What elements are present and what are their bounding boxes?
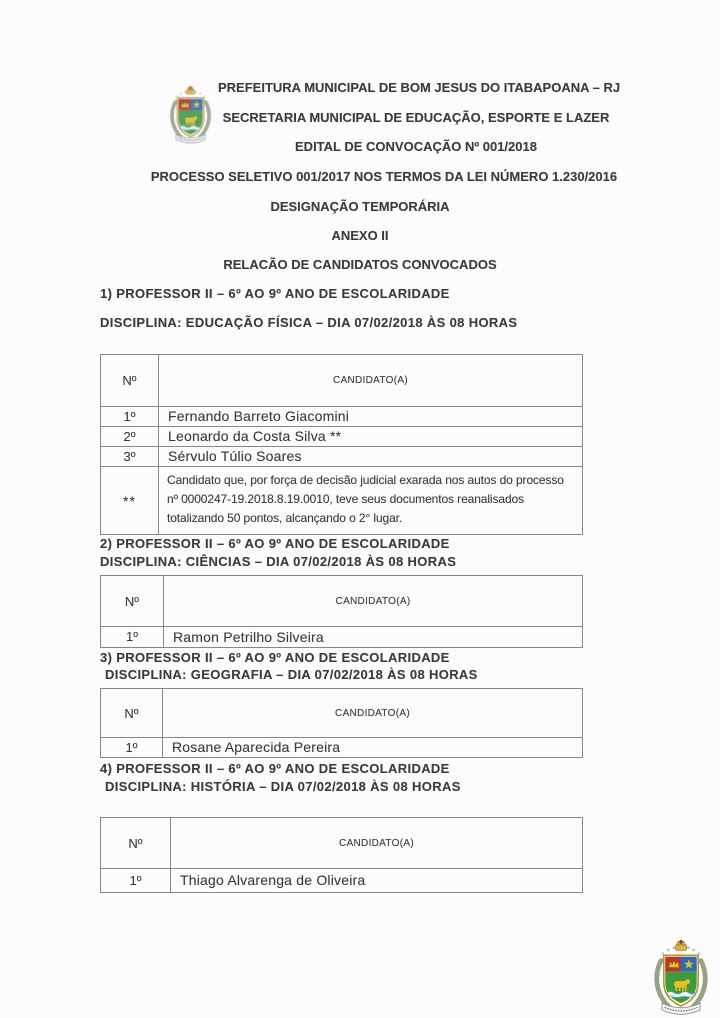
candidates-table-geografia: [100, 688, 583, 758]
municipal-coat-of-arms-icon-top: [167, 84, 214, 145]
header-line-prefeitura: PREFEITURA MUNICIPAL DE BOM JESUS DO ITABAPOANA – RJ: [218, 80, 621, 95]
header-line-designacao: DESIGNAÇÃO TEMPORÁRIA: [270, 199, 450, 214]
note-line: Candidato que, por força de decisão judicial exarada nos autos do processo: [167, 473, 564, 487]
column-header-numero: Nº: [101, 689, 163, 738]
note-marker: **: [101, 467, 159, 535]
column-header-candidato: CANDIDATO(A): [163, 689, 583, 738]
table-row: [101, 447, 583, 467]
table-row: [101, 869, 583, 893]
candidates-table-educacao-fisica: [100, 354, 583, 535]
candidate-name: Sérvulo Túlio Soares: [159, 447, 583, 467]
section-2-subheading: DISCIPLINA: CIÊNCIAS – DIA 07/02/2018 ÀS 08 HORAS: [100, 554, 457, 569]
column-header-numero: Nº: [101, 355, 159, 407]
candidate-name: Leonardo da Costa Silva **: [159, 427, 583, 447]
candidate-name: Thiago Alvarenga de Oliveira: [171, 869, 583, 893]
section-1-heading: 1) PROFESSOR II – 6º AO 9º ANO DE ESCOLARIDADE: [100, 286, 450, 301]
candidate-rank: 1º: [101, 627, 164, 648]
section-4-subheading: DISCIPLINA: HISTÓRIA – DIA 07/02/2018 ÀS 08 HORAS: [105, 779, 461, 794]
candidate-name: Fernando Barreto Giacomini: [159, 407, 583, 427]
judicial-note-text: [159, 467, 583, 535]
section-3-subheading: DISCIPLINA: GEOGRAFIA – DIA 07/02/2018 ÀS 08 HORAS: [105, 667, 478, 682]
column-header-numero: Nº: [101, 576, 164, 627]
table-header-row: [101, 689, 583, 738]
note-line: nº 0000247-19.2018.8.19.0010, teve seus documentos reanalisados: [167, 492, 525, 506]
candidate-rank: 3º: [101, 447, 159, 467]
section-2-heading: 2) PROFESSOR II – 6º AO 9º ANO DE ESCOLARIDADE: [100, 536, 450, 551]
header-line-anexo: ANEXO II: [331, 228, 389, 243]
candidate-name: Ramon Petrilho Silveira: [164, 627, 583, 648]
column-header-numero: Nº: [101, 818, 171, 869]
note-line: totalizando 50 pontos, alcançando o 2° lugar.: [167, 511, 403, 525]
column-header-candidato: CANDIDATO(A): [171, 818, 583, 869]
candidates-table-ciencias: [100, 575, 583, 648]
section-3-heading: 3) PROFESSOR II – 6º AO 9º ANO DE ESCOLARIDADE: [100, 650, 450, 665]
candidate-rank: 1º: [101, 869, 171, 893]
column-header-candidato: CANDIDATO(A): [164, 576, 583, 627]
header-line-edital: EDITAL DE CONVOCAÇÃO Nº 001/2018: [295, 139, 537, 154]
table-header-row: [101, 576, 583, 627]
table-header-row: [101, 355, 583, 407]
municipal-coat-of-arms-icon-bottom: [647, 939, 715, 1015]
header-line-processo-seletivo: PROCESSO SELETIVO 001/2017 NOS TERMOS DA LEI NÚMERO 1.230/2016: [150, 169, 618, 184]
table-row: [101, 427, 583, 447]
candidate-rank: 1º: [101, 738, 163, 758]
header-line-secretaria: SECRETARIA MUNICIPAL DE EDUCAÇÃO, ESPORTE E LAZER: [222, 110, 610, 125]
candidate-rank: 1º: [101, 407, 159, 427]
candidate-rank: 2º: [101, 427, 159, 447]
judicial-note-row: [101, 467, 583, 535]
table-row: [101, 407, 583, 427]
section-1-subheading: DISCIPLINA: EDUCAÇÃO FÍSICA – DIA 07/02/2018 ÀS 08 HORAS: [100, 315, 518, 330]
table-row: [101, 627, 583, 648]
candidate-name: Rosane Aparecida Pereira: [163, 738, 583, 758]
section-4-heading: 4) PROFESSOR II – 6º AO 9º ANO DE ESCOLARIDADE: [100, 761, 450, 776]
candidates-table-historia: [100, 817, 583, 893]
table-header-row: [101, 818, 583, 869]
column-header-candidato: CANDIDATO(A): [159, 355, 583, 407]
header-line-relacao-candidatos: RELACÃO DE CANDIDATOS CONVOCADOS: [223, 257, 497, 272]
table-row: [101, 738, 583, 758]
